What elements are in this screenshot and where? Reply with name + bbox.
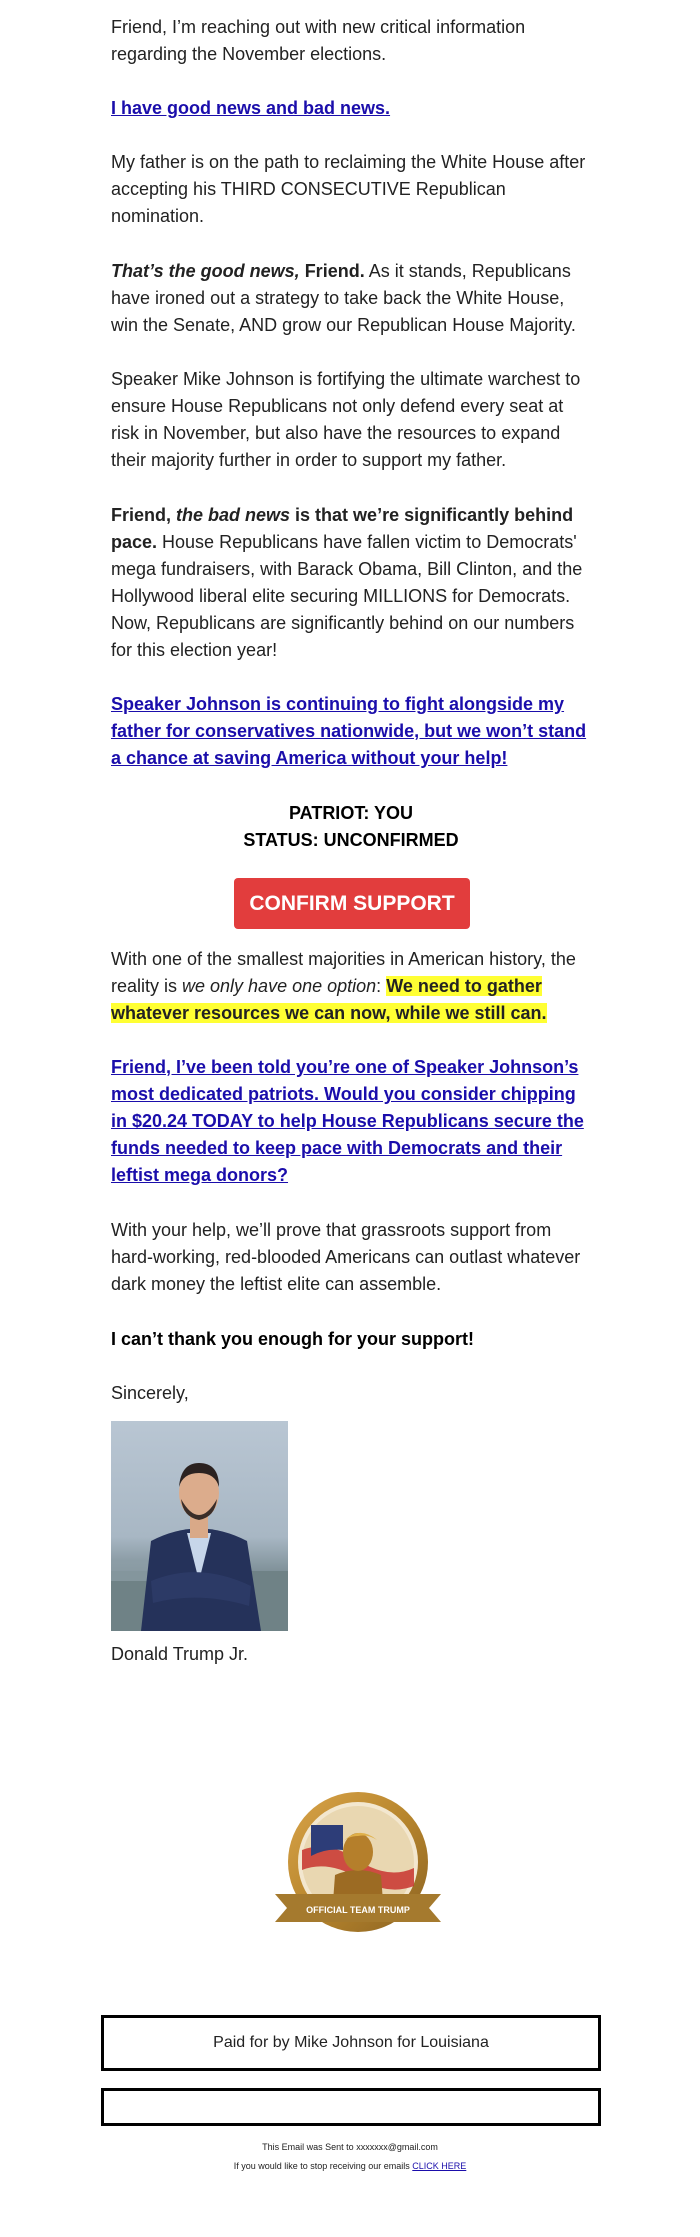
majority-paragraph: With one of the smallest majorities in American history, the reality is we only have one option: We need to gather whatever resources we can now, while we still can. [111, 949, 576, 1023]
warchest-paragraph: Speaker Mike Johnson is fortifying the ultimate warchest to ensure House Republicans not only defend every seat at risk in November, but also have the resources to expand their majority further in order to support my father. [111, 369, 581, 470]
team-trump-seal-icon [273, 1790, 443, 1940]
speaker-johnson-link[interactable]: Speaker Johnson is continuing to fight alongside my father for conservatives nationwide, but we won’t stand a chance at saving America without your help! [111, 694, 587, 768]
good-news-paragraph: That’s the good news, Friend. As it stands, Republicans have ironed out a strategy to take back the White House, win the Senate, AND grow our Republican House Majority. [111, 261, 576, 335]
chip-in-link[interactable]: Friend, I’ve been told you’re one of Speaker Johnson’s most dedicated patriots. Would you consider chipping in $20.24 TODAY to help House Republicans secure the funds needed to keep pace with Democrats and their leftist mega donors? [111, 1057, 584, 1185]
team-trump-seal [273, 1790, 443, 1940]
paid-for-box [101, 2015, 601, 2071]
bad-news-paragraph: Friend, the bad news is that we’re significantly behind pace. House Republicans have fallen victim to Democrats' mega fundraisers, with Barack Obama, Bill Clinton, and the Hollywood liberal elite securing MILLIONS for Democrats. Now, Republicans are significantly behind on our numbers for this election year! [111, 505, 583, 660]
sent-to-line: This Email was Sent to xxxxxxx@gmail.com [262, 2142, 438, 2152]
good-bad-news-link-block [111, 95, 591, 122]
person-photo-illustration [111, 1421, 288, 1631]
unsubscribe-line: If you would like to stop receiving our emails CLICK HERE [233, 2161, 467, 2171]
sincerely-line: Sincerely, [111, 1383, 189, 1403]
signature-photo [111, 1421, 288, 1631]
nomination-paragraph: My father is on the path to reclaiming the White House after accepting his THIRD CONSECUTIVE Republican nomination. [111, 152, 586, 226]
chip-in-link-block [111, 1054, 591, 1189]
empty-footer-box [101, 2088, 601, 2126]
status-line: STATUS: UNCONFIRMED [243, 830, 459, 850]
signature-name: Donald Trump Jr. [111, 1644, 249, 1664]
speaker-link-block [111, 691, 591, 772]
patriot-line: PATRIOT: YOU [288, 803, 413, 823]
unsubscribe-link[interactable]: CLICK HERE [412, 2161, 467, 2171]
patriot-status [111, 800, 591, 854]
seal-text: OFFICIAL TEAM TRUMP [306, 1905, 410, 1915]
confirm-support-button[interactable]: CONFIRM SUPPORT [234, 878, 470, 929]
thanks-line: I can’t thank you enough for your support! [111, 1329, 474, 1349]
paid-for-text: Paid for by Mike Johnson for Louisiana [213, 2034, 489, 2051]
grassroots-paragraph: With your help, we’ll prove that grassroots support from hard-working, red-blooded Americans can outlast whatever dark money the leftist elite can assemble. [111, 1220, 581, 1294]
good-bad-news-link[interactable]: I have good news and bad news. [111, 98, 391, 118]
highlighted-text: We need to gather whatever resources we can now, while we still can. [111, 976, 547, 1023]
intro-paragraph: Friend, I’m reaching out with new critical information regarding the November elections. [111, 17, 526, 64]
